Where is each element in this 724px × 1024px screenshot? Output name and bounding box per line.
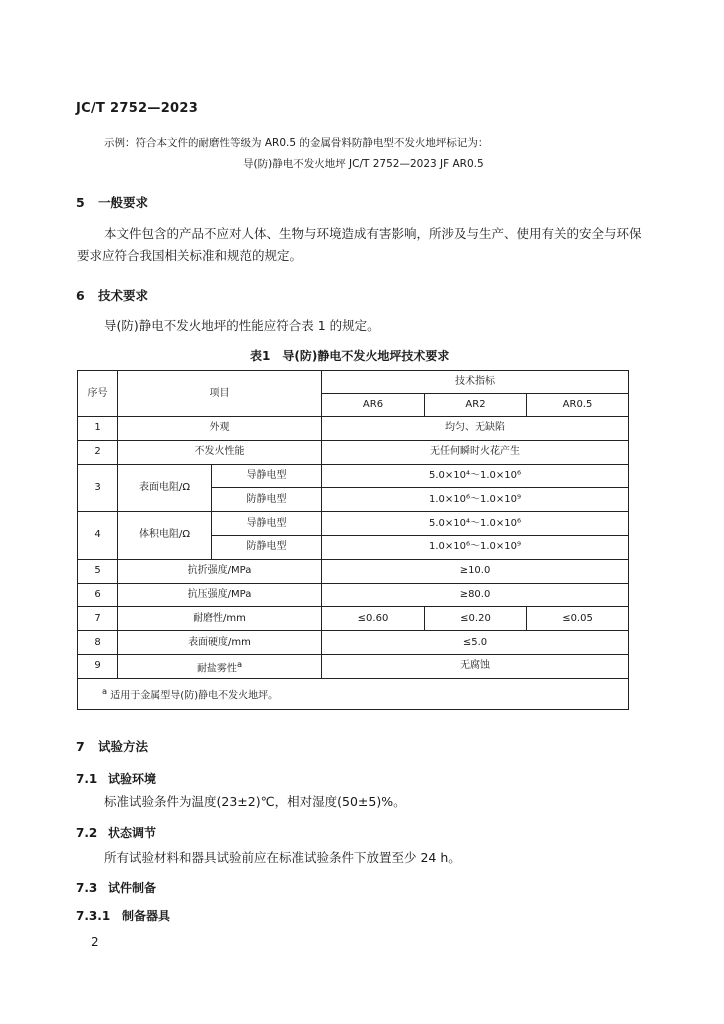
row-item: 不发火性能 (118, 440, 322, 464)
section-title: 技术要求 (98, 288, 149, 303)
section-number: 7.3 (76, 881, 98, 895)
section-6-heading (76, 286, 148, 304)
row-item: 体积电阻/Ω (118, 512, 212, 560)
section-7-2-body: 所有试验材料和器具试验前应在标准试验条件下放置至少 24 h。 (104, 850, 461, 865)
section-number: 7.3.1 (76, 909, 111, 923)
section-number: 7.2 (76, 826, 98, 840)
row-value-ar05: ≤0.05 (527, 607, 629, 631)
row-value: 无任何瞬时火花产生 (322, 440, 629, 464)
table-row (78, 654, 629, 678)
table-row (78, 512, 629, 536)
document-code: JC/T 2752—2023 (76, 101, 199, 116)
footnote-marker: a (102, 686, 108, 697)
page-number: 2 (91, 935, 99, 949)
row-value: 均匀、无缺陷 (322, 417, 629, 441)
table-footnote-row (78, 678, 629, 709)
section-7-1-heading (76, 770, 156, 787)
header-tech: 技术指标 (322, 371, 629, 394)
row-number: 8 (78, 631, 118, 655)
table-header-row (78, 371, 629, 394)
section-7-2-heading (76, 824, 156, 841)
row-value-ar6: ≤0.60 (322, 607, 425, 631)
section-5-body-line-1: 本文件包含的产品不应对人体、生物与环境造成有害影响，所涉及与生产、使用有关的安全与环保 (104, 226, 642, 241)
row-number: 3 (78, 464, 118, 512)
section-7-heading (76, 737, 148, 755)
section-number: 7.1 (76, 772, 98, 786)
row-value: ≥80.0 (322, 583, 629, 607)
table-row (78, 440, 629, 464)
section-title: 状态调节 (108, 826, 157, 840)
header-seq: 序号 (78, 371, 118, 417)
header-ar6: AR6 (322, 394, 425, 417)
row-item-text: 耐盐雾性 (196, 663, 237, 675)
row-subitem: 导静电型 (212, 512, 322, 536)
section-title: 一般要求 (98, 195, 149, 210)
row-value: 无腐蚀 (322, 654, 629, 678)
section-7-3-1-heading (76, 907, 170, 924)
row-item (118, 654, 322, 678)
row-number: 6 (78, 583, 118, 607)
row-number: 5 (78, 559, 118, 583)
row-item: 表面硬度/mm (118, 631, 322, 655)
row-value: ≤5.0 (322, 631, 629, 655)
row-value: ≥10.0 (322, 559, 629, 583)
section-5-body-line-2: 要求应符合我国相关标准和规范的规定。 (77, 248, 303, 263)
example-line-2: 导(防)静电不发火地坪 JC/T 2752—2023 JF AR0.5 (243, 158, 484, 170)
row-subitem: 导静电型 (212, 464, 322, 488)
header-ar2: AR2 (425, 394, 527, 417)
row-value-ar2: ≤0.20 (425, 607, 527, 631)
table-row (78, 583, 629, 607)
row-value: 1.0×10⁶～1.0×10⁹ (322, 535, 629, 559)
row-value: 5.0×10⁴～1.0×10⁶ (322, 464, 629, 488)
example-line-1: 示例：符合本文件的耐磨性等级为 AR0.5 的金属骨料防静电型不发火地坪标记为： (104, 137, 489, 149)
table-footnote (78, 678, 629, 709)
section-title: 试件制备 (108, 881, 157, 895)
table-row (78, 631, 629, 655)
table-row (78, 559, 629, 583)
section-title: 试验环境 (108, 772, 157, 786)
section-number: 7 (76, 739, 85, 754)
technical-requirements-table (77, 370, 629, 710)
section-6-body: 导(防)静电不发火地坪的性能应符合表 1 的规定。 (104, 318, 380, 333)
row-number: 7 (78, 607, 118, 631)
section-number: 6 (76, 288, 85, 303)
section-5-heading (76, 193, 148, 211)
table-row (78, 417, 629, 441)
section-7-3-heading (76, 879, 156, 896)
table-caption: 表1 导(防)静电不发火地坪技术要求 (250, 349, 450, 363)
table-row (78, 607, 629, 631)
header-ar05: AR0.5 (527, 394, 629, 417)
row-number: 9 (78, 654, 118, 678)
section-number: 5 (76, 195, 85, 210)
row-subitem: 防静电型 (212, 488, 322, 512)
table-row (78, 464, 629, 488)
row-number: 2 (78, 440, 118, 464)
row-value: 5.0×10⁴～1.0×10⁶ (322, 512, 629, 536)
row-item: 耐磨性/mm (118, 607, 322, 631)
header-item: 项目 (118, 371, 322, 417)
footnote-text: 适用于金属型导(防)静电不发火地坪。 (110, 690, 279, 702)
row-number: 4 (78, 512, 118, 560)
row-value: 1.0×10⁶～1.0×10⁹ (322, 488, 629, 512)
row-subitem: 防静电型 (212, 535, 322, 559)
section-title: 制备器具 (122, 909, 171, 923)
row-item: 外观 (118, 417, 322, 441)
row-number: 1 (78, 417, 118, 441)
row-item: 表面电阻/Ω (118, 464, 212, 512)
footnote-marker: a (236, 658, 243, 669)
row-item: 抗压强度/MPa (118, 583, 322, 607)
section-title: 试验方法 (98, 739, 149, 754)
section-7-1-body: 标准试验条件为温度(23±2)℃，相对湿度(50±5)%。 (104, 794, 406, 809)
row-item: 抗折强度/MPa (118, 559, 322, 583)
